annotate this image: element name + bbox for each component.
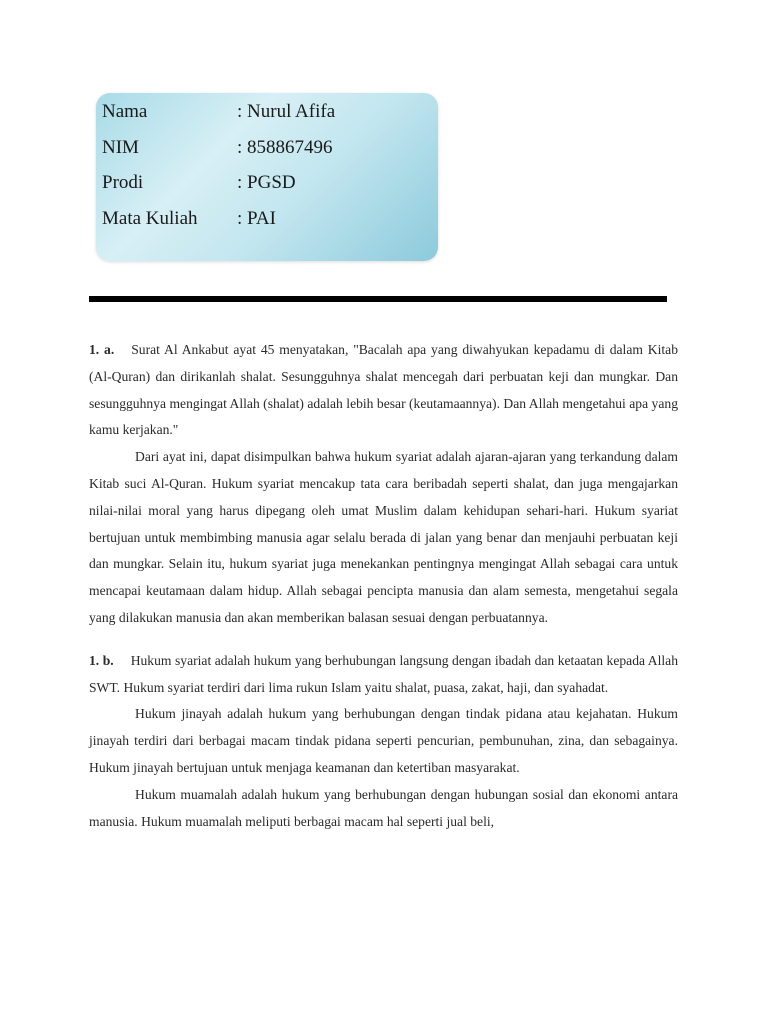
prodi-value: : PGSD — [237, 172, 296, 193]
nim-value: : 858867496 — [237, 136, 333, 158]
student-info-card — [96, 93, 438, 261]
section-1a-number: 1. a. — [89, 342, 115, 357]
section-1b-paragraph-3: Hukum muamalah adalah hukum yang berhubungan dengan hubungan sosial dan ekonomi antara manusia. Hukum muamalah meliputi berbagai macam hal seperti jual beli, — [89, 786, 678, 829]
section-1a-text-1: Surat Al Ankabut ayat 45 menyatakan, "Bacalah apa yang diwahyukan kepadamu di dalam Kitab (Al-Quran) dan dirikanlah shalat. Sesungguhnya shalat mencegah dari perbuatan keji dan mungkar. Dan sesungguhnya mengingat Allah (shalat) adalah lebih besar (keutamaannya). Dan Allah mengetahui apa yang kamu kerjakan." — [89, 342, 678, 438]
nama-label: Nama — [102, 101, 148, 122]
info-row-prodi — [96, 168, 438, 204]
header-divider — [89, 296, 667, 302]
section-1a-paragraph-1 — [89, 337, 678, 444]
nim-label: NIM — [102, 136, 139, 158]
nama-value: : Nurul Afifa — [237, 101, 336, 122]
mata-kuliah-value: : PAI — [237, 207, 276, 229]
section-1b-number: 1. b. — [89, 652, 114, 668]
mata-kuliah-label: Mata Kuliah — [102, 207, 198, 229]
prodi-label: Prodi — [102, 172, 144, 193]
info-row-nim — [96, 133, 438, 169]
section-1b-text-1: Hukum syariat adalah hukum yang berhubungan langsung dengan ibadah dan ketaatan kepada Allah SWT. Hukum syariat terdiri dari lima rukun Islam yaitu shalat, puasa, zakat, haji, dan syahadat. — [89, 652, 678, 695]
info-row-mata-kuliah — [96, 204, 438, 240]
section-1b-paragraph-1 — [89, 648, 678, 702]
info-row-nama — [96, 97, 438, 133]
section-1a-paragraph-2: Dari ayat ini, dapat disimpulkan bahwa hukum syariat adalah ajaran-ajaran yang terkandung dalam Kitab suci Al-Quran. Hukum syariat mencakup tata cara beribadah seperti shalat, dan juga mengajarkan nilai-nilai moral yang harus dipegang oleh umat Muslim dalam kehidupan sehari-hari. Hukum syariat bertujuan untuk membimbing manusia agar selalu berada di jalan yang benar dan menjauhi perbuatan keji dan mungkar. Selain itu, hukum syariat juga menekankan pentingnya mengingat Allah sebagai cara untuk mencapai keutamaan dalam hidup. Allah sebagai pencipta manusia dan alam semesta, mengetahui segala yang dilakukan manusia dan akan memberikan balasan sesuai dengan perbuatannya. — [89, 449, 678, 625]
section-1b-paragraph-2: Hukum jinayah adalah hukum yang berhubungan dengan tindak pidana atau kejahatan. Hukum jinayah terdiri dari berbagai macam tindak pidana seperti pencurian, pembunuhan, zina, dan sebagainya. Hukum jinayah bertujuan untuk menjaga keamanan dan ketertiban masyarakat. — [89, 706, 678, 775]
document-body — [89, 337, 678, 835]
